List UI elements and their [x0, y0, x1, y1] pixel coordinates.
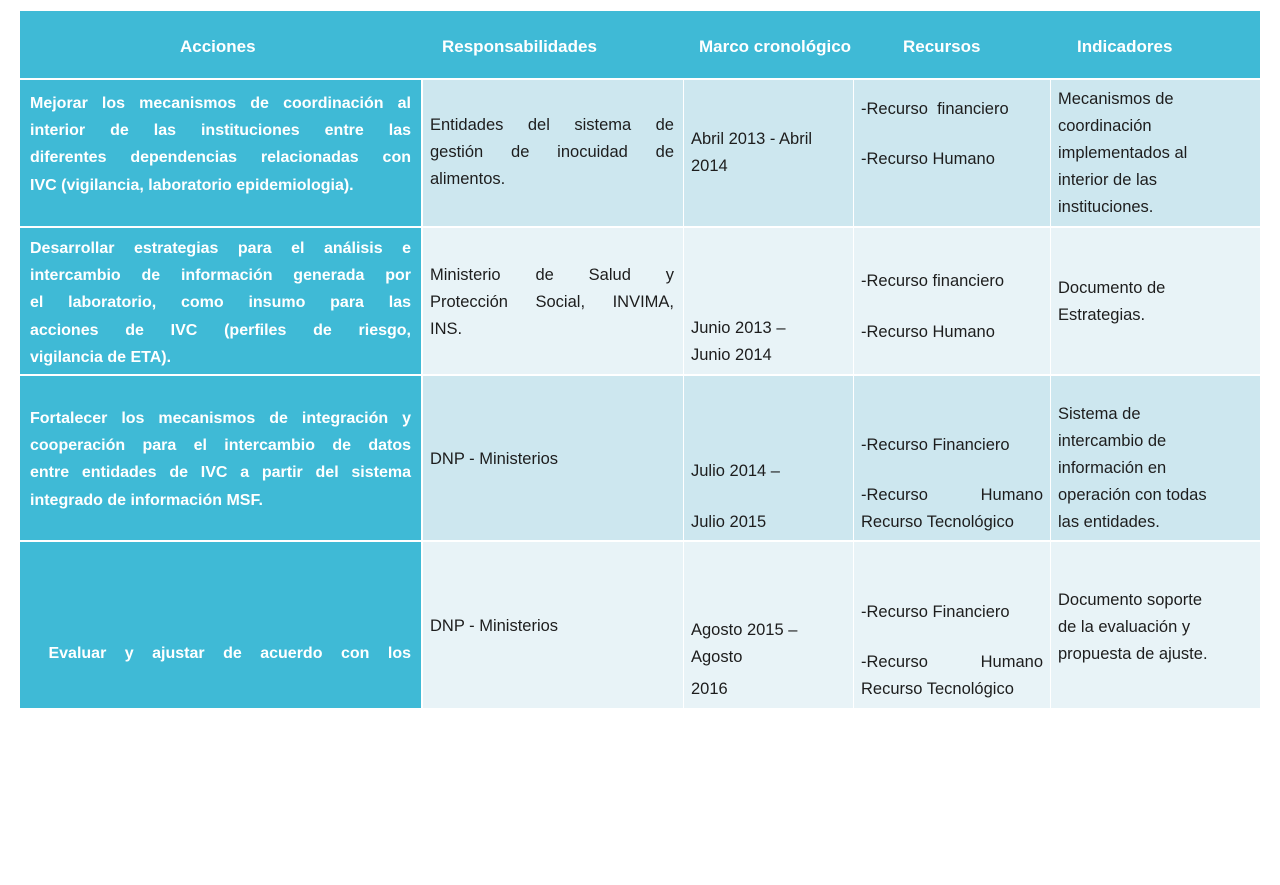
accion-cell: [20, 376, 423, 540]
marco-line: Agosto 2015 –: [691, 621, 798, 639]
accion-line: el laboratorio, como insumo para las: [30, 294, 411, 312]
indicador-line: instituciones.: [1058, 198, 1154, 216]
indicador-line: las entidades.: [1058, 513, 1160, 531]
recurso-line: -Recurso financiero: [861, 272, 1005, 290]
accion-text: [30, 586, 411, 885]
responsable-cell: [423, 80, 684, 226]
indicador-cell: [1051, 228, 1260, 374]
marco-line: Abril 2013 - Abril: [691, 130, 813, 148]
recurso-line: -Recurso Humano: [861, 150, 995, 168]
indicador-line: Estrategias.: [1058, 306, 1146, 324]
accion-line: Fortalecer los mecanismos de integración y: [30, 410, 411, 427]
accion-cell: [20, 228, 423, 374]
recurso-line: -Recurso financiero: [861, 100, 1009, 118]
recurso-line: Recurso Tecnológico: [861, 513, 1014, 531]
marco-line: 2014: [691, 157, 728, 175]
accion-line: diferentes dependencias relacionadas con: [30, 149, 411, 167]
indicador-line: de la evaluación y: [1058, 618, 1191, 636]
accion-text: [30, 90, 411, 199]
header-marco-cronologico: Marco cronológico: [699, 37, 852, 56]
indicador-cell: [1051, 80, 1260, 226]
recurso-line: -Recurso Humano: [861, 653, 1043, 671]
header-responsabilidades: Responsabilidades: [442, 37, 597, 56]
responsable-line: DNP - Ministerios: [430, 617, 559, 635]
accion-text: [30, 405, 411, 514]
responsable-line: Ministerio de Salud y: [430, 266, 674, 284]
marco-line: Junio 2013 –: [691, 319, 786, 337]
indicador-line: intercambio de: [1058, 432, 1167, 450]
accion-line: entre entidades de IVC a partir del sistema: [30, 464, 411, 482]
marco-cell: [684, 542, 854, 708]
marco-line: Julio 2015: [691, 513, 767, 531]
accion-line: vigilancia de ETA).: [30, 348, 172, 366]
indicador-line: Documento soporte: [1058, 591, 1202, 609]
marco-line: Agosto: [691, 648, 743, 666]
marco-cell: [684, 228, 854, 374]
recurso-line: -Recurso Humano: [861, 486, 1043, 504]
recursos-cell: [854, 80, 1051, 226]
recurso-line: -Recurso Financiero: [861, 436, 1010, 454]
accion-line: cooperación para el intercambio de datos: [30, 437, 411, 455]
accion-line: resultados de operación del sistema en las: [30, 727, 411, 745]
responsable-cell: [423, 376, 684, 540]
accion-line: intercambio de información generada por: [30, 267, 411, 285]
accion-cell: [20, 80, 423, 226]
accion-line: Evaluar y ajustar de acuerdo con los: [30, 645, 411, 663]
indicador-line: coordinación: [1058, 117, 1152, 135]
table-row: [20, 376, 1260, 540]
marco-line: Junio 2014: [691, 346, 772, 364]
table-row: [20, 228, 1260, 374]
responsable-line: DNP - Ministerios: [430, 450, 559, 468]
table-header: [20, 11, 1260, 78]
indicador-line: interior de las: [1058, 171, 1158, 189]
indicador-line: información en: [1058, 459, 1167, 477]
indicador-line: Documento de: [1058, 279, 1166, 297]
table-row: [20, 80, 1260, 226]
marco-cell: [684, 376, 854, 540]
accion-line: IVC (vigilancia, laboratorio epidemiologia).: [30, 176, 354, 194]
accion-line: Desarrollar estrategias para el análisis e: [30, 240, 411, 257]
indicador-cell: [1051, 542, 1260, 708]
recursos-cell: [854, 376, 1051, 540]
recurso-line: -Recurso Financiero: [861, 603, 1010, 621]
marco-cell: [684, 80, 854, 226]
indicador-line: implementados al: [1058, 144, 1188, 162]
responsable-line: alimentos.: [430, 170, 506, 188]
responsable-line: INS.: [430, 320, 463, 338]
header-indicadores: Indicadores: [1077, 37, 1173, 56]
header-acciones: Acciones: [180, 37, 256, 56]
accion-cell: [20, 542, 423, 826]
header-recursos: Recursos: [903, 37, 981, 56]
marco-line: Julio 2014 –: [691, 462, 780, 480]
accion-line: Mejorar los mecanismos de coordinación al: [30, 95, 411, 112]
accion-line: acciones de IVC (perfiles de riesgo,: [30, 321, 411, 339]
indicador-cell: [1051, 376, 1260, 540]
recurso-line: Recurso Tecnológico: [861, 680, 1014, 698]
responsable-line: Entidades del sistema de: [430, 116, 674, 134]
accion-text: [30, 235, 411, 371]
responsable-line: Protección Social, INVIMA,: [430, 293, 674, 311]
responsable-cell: [423, 542, 684, 708]
responsable-line: gestión de inocuidad de: [430, 143, 674, 161]
indicador-line: Sistema de: [1058, 405, 1141, 423]
indicador-line: operación con todas: [1058, 486, 1207, 504]
marco-line: 2016: [691, 680, 728, 698]
accion-line: interior de las instituciones entre las: [30, 122, 411, 140]
responsable-cell: [423, 228, 684, 374]
recursos-cell: [854, 542, 1051, 708]
recurso-line: -Recurso Humano: [861, 323, 995, 341]
accion-line: entidades.: [30, 808, 110, 826]
indicador-line: Mecanismos de: [1058, 90, 1174, 108]
indicador-line: propuesta de ajuste.: [1058, 645, 1208, 663]
table-row: [20, 542, 1260, 826]
recursos-cell: [854, 228, 1051, 374]
accion-line: integrado de información MSF.: [30, 491, 263, 509]
